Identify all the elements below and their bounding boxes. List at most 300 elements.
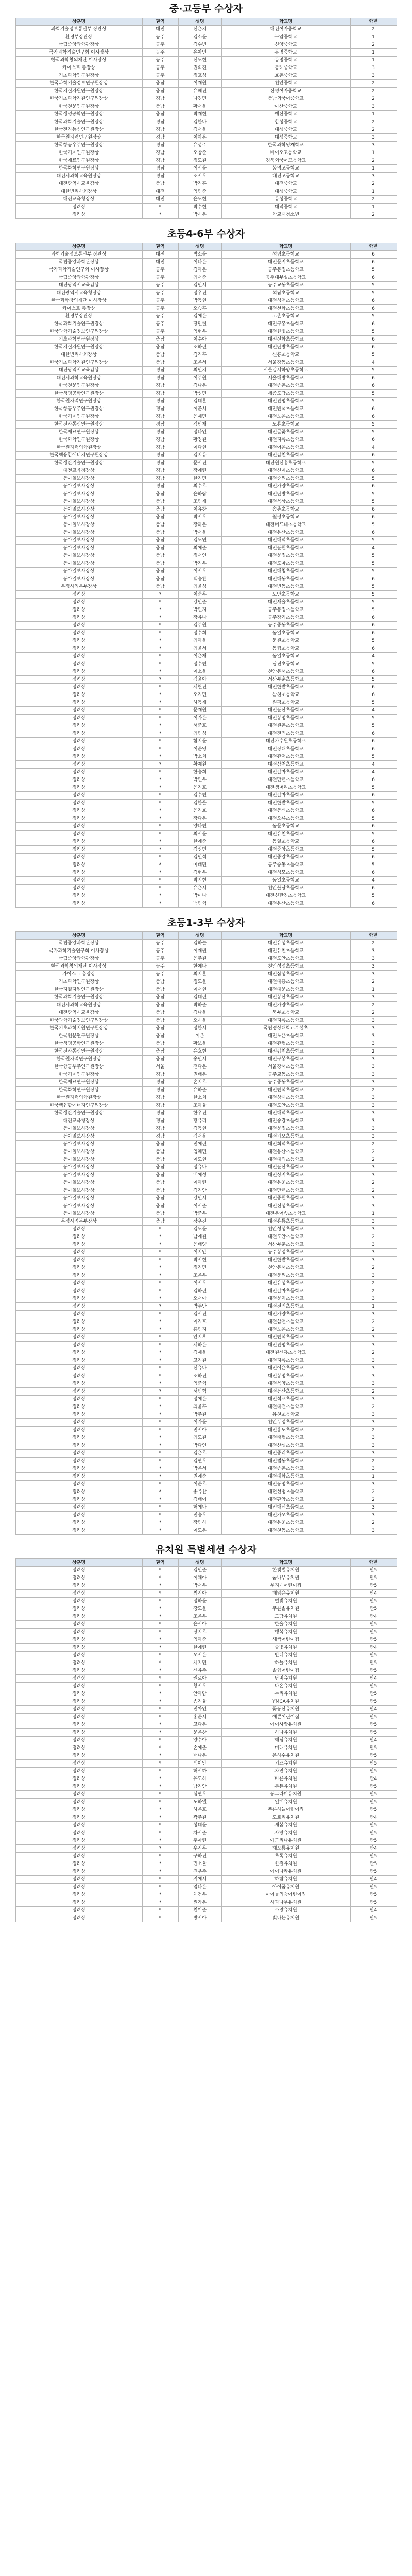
table-cell: 대전은어송초등학교 [221,1210,350,1218]
table-row [15,606,397,614]
table-cell: 정려상 [15,1598,142,1605]
table-cell: 이도현 [178,1156,221,1164]
table-cell: 대전회덕초등학교 [221,1141,350,1148]
table-row [15,475,397,483]
table-cell: 6 [350,529,397,537]
table-cell: 대전대동초등학교 [221,575,350,583]
table-cell: 대전문정초등학교 [221,552,350,560]
table-row [15,126,397,134]
table-cell: * [142,900,178,908]
table-cell: * [142,1721,178,1729]
table-cell: 대전교육청장상 [15,1117,142,1125]
table-cell: 이하린 [178,1179,221,1187]
table-cell: 양다빈 [178,823,221,831]
table-cell: * [142,1791,178,1799]
table-cell: 한국지질자원연구원장상 [15,986,142,994]
table-cell: 대전도마초등학교 [221,560,350,568]
table-cell: 정려상 [15,846,142,854]
table-cell: * [142,1427,178,1434]
table-row [15,1264,397,1272]
table-row [15,498,397,506]
table-cell: 봉명고등학교 [221,165,350,173]
table-cell: 공주 [142,72,178,80]
table-cell: 3 [350,1110,397,1117]
table-row [15,1891,397,1899]
table-cell: * [142,1241,178,1249]
table-row [15,1032,397,1040]
table-cell: 4 [350,761,397,769]
table-cell: 대전도안초등학교 [221,955,350,963]
table-cell: 대전글꽃초등학교 [221,429,350,436]
table-cell: 김수빈 [178,792,221,800]
table-cell: 장하은 [178,521,221,529]
table-cell: 정유나 [178,1164,221,1172]
section-spacer [0,1535,412,1541]
table-cell: 김지안 [178,1187,221,1195]
table-cell: * [142,815,178,823]
table-cell: 정려상 [15,1690,142,1698]
table-cell: 사과나무유치원 [221,1899,350,1907]
table-row [15,72,397,80]
table-cell: 충남 [142,1172,178,1179]
table-cell: 3 [350,1025,397,1032]
table-row [15,134,397,142]
table-cell: 6 [350,320,397,328]
table-row [15,885,397,892]
table-cell: 정려상 [15,1342,142,1349]
table-cell: 최서윤 [178,831,221,838]
table-cell: * [142,1303,178,1311]
table-row [15,614,397,622]
table-cell: 한우진 [178,1110,221,1117]
table-cell: 공주 [142,290,178,297]
table-row [15,537,397,545]
table-cell: YMCA유치원 [221,1698,350,1706]
table-cell: 2 [350,118,397,126]
table-cell: * [142,1349,178,1357]
table-cell: 대전교육청장상 [15,196,142,204]
table-cell: 전다온 [178,1063,221,1071]
table-cell: 행복유치원 [221,1629,350,1636]
table-cell: 최지아 [178,1590,221,1598]
table-cell: 2 [350,1519,397,1527]
table-row [15,653,397,660]
table-cell: 3 [350,1117,397,1125]
table-cell: 대전유성초등학교 [221,1280,350,1287]
table-row [15,1775,397,1783]
table-cell: 한국생명공학연구원장상 [15,111,142,118]
table-cell: 천안두정초등학교 [221,1419,350,1427]
awards-table [15,243,397,908]
table-cell: 대전탄방초등학교 [221,344,350,351]
table-cell: 대전신성초등학교 [221,1202,350,1210]
table-cell: 3 [350,72,397,80]
table-row [15,305,397,313]
table-cell: 박서윤 [178,529,221,537]
table-cell: 키즈유치원 [221,1760,350,1768]
table-cell: 6 [350,645,397,653]
table-row [15,1117,397,1125]
table-row [15,645,397,653]
table-row [15,861,397,869]
award-section [0,1541,412,1928]
table-cell: 박소윤 [178,251,221,259]
table-row [15,88,397,95]
table-cell: 대전삼천초등학교 [221,1318,350,1326]
table-cell: 대덕중학교 [221,204,350,211]
table-cell: 대전산성초등학교 [221,1442,350,1450]
table-cell: 정려상 [15,645,142,653]
table-cell: 이서현 [178,986,221,994]
table-cell: 한국항공우주연구원장상 [15,405,142,413]
table-cell: 최수호 [178,483,221,490]
table-cell: 1 [350,986,397,994]
table-cell: 서지민 [178,1659,221,1667]
table-cell: 정수희 [178,630,221,637]
table-cell: 정려상 [15,1488,142,1496]
table-cell: 정려상 [15,637,142,645]
table-cell: 공주교동초등학교 [221,1071,350,1079]
table-cell: 한국재료연구원장상 [15,157,142,165]
table-cell: 정려상 [15,668,142,676]
table-cell: 진우주 [178,1868,221,1876]
table-cell: 한국생산기술연구원장상 [15,1110,142,1117]
table-cell: 김도연 [178,537,221,545]
table-cell: 박성민 [178,390,221,398]
table-cell: 대전새울초등학교 [221,599,350,606]
table-row [15,1675,397,1683]
table-cell: 유하준 [178,1087,221,1094]
table-cell: 정려상 [15,715,142,722]
table-cell: 카이스트 총장상 [15,64,142,72]
table-row [15,730,397,738]
table-cell: 서산부춘초등학교 [221,676,350,684]
table-row [15,1272,397,1280]
table-cell: 백승찬 [178,575,221,583]
table-cell: 동아일보사장상 [15,552,142,560]
table-row [15,103,397,111]
table-cell: 오지민 [178,691,221,699]
table-cell: 우정사업본부장상 [15,1218,142,1226]
table-cell: 대전용운초등학교 [221,1519,350,1527]
table-cell: 한소희 [178,1094,221,1102]
table-cell: 6 [350,382,397,390]
table-cell: 경남 [142,1110,178,1117]
table-cell: 5 [350,266,397,274]
table-cell: 예그리나유치원 [221,1837,350,1845]
table-cell: 대전용산초등학교 [221,1148,350,1156]
table-cell: 정려상 [15,1899,142,1907]
table-row [15,1629,397,1636]
table-row [15,854,397,861]
table-cell: 서하은 [178,1342,221,1349]
table-cell: * [142,1272,178,1280]
table-cell: 정려상 [15,1837,142,1845]
table-row [15,95,397,103]
table-cell: 정려상 [15,1582,142,1590]
table-cell: 5 [350,637,397,645]
table-cell: 공주 [142,947,178,955]
table-cell: 김하은 [178,266,221,274]
table-cell: 대전송촌초등학교 [221,1465,350,1473]
table-row [15,467,397,475]
table-cell: 동림초등학교 [221,645,350,653]
table-row [15,452,397,460]
table-row [15,282,397,290]
table-row [15,753,397,761]
table-cell: 5 [350,660,397,668]
table-cell: 한국항공우주연구원장상 [15,1063,142,1071]
table-cell: 충남 [142,1156,178,1164]
table-cell: 정려상 [15,707,142,715]
table-row [15,204,397,211]
table-cell: 5 [350,490,397,498]
table-cell: 2 [350,1349,397,1357]
table-cell: 박시은 [178,211,221,219]
table-cell: 동아일보사장상 [15,1195,142,1202]
table-cell: 6 [350,900,397,908]
table-cell: * [142,1667,178,1675]
table-cell: * [142,1527,178,1535]
table-cell: 대전대덕초등학교 [221,537,350,545]
table-cell: 대전관평초등학교 [221,1040,350,1048]
table-cell: 대전유천초등학교 [221,947,350,955]
table-cell: 3 [350,1249,397,1257]
table-row [15,297,397,305]
column-header: 성명 [178,18,221,26]
table-cell: 정려상 [15,1721,142,1729]
section-spacer [0,219,412,225]
table-cell: 6 [350,668,397,676]
table-cell: 2 [350,1002,397,1009]
table-cell: 다온유치원 [221,1683,350,1690]
table-cell: 공주 [142,49,178,57]
table-cell: 김수빈 [178,41,221,49]
table-cell: 5 [350,699,397,707]
table-cell: 동아일보사장상 [15,1141,142,1148]
table-cell: * [142,1488,178,1496]
table-row [15,1056,397,1063]
table-cell: 5 [350,537,397,545]
table-row [15,1040,397,1048]
table-cell: 대전고등학교 [221,173,350,180]
table-cell: 만5 [350,1636,397,1644]
table-cell: 유호현 [178,1048,221,1056]
table-row [15,637,397,645]
table-row [15,1496,397,1504]
table-cell: 정려상 [15,1434,142,1442]
table-cell: 대전노은초등학교 [221,413,350,421]
table-cell: 정려상 [15,1458,142,1465]
table-row [15,1488,397,1496]
table-cell: 오시온 [178,1652,221,1659]
table-cell: 경남 [142,421,178,429]
table-cell: 3 [350,1481,397,1488]
table-cell: 3 [350,1465,397,1473]
table-cell: 1 [350,1473,397,1481]
table-cell: 이서윤 [178,165,221,173]
table-row [15,398,397,405]
table-cell: 6 [350,691,397,699]
table-row [15,599,397,606]
table-cell: 대전구봉초등학교 [221,1056,350,1063]
table-cell: 5 [350,892,397,900]
table-cell: 김민준 [178,1567,221,1574]
table-row [15,846,397,854]
table-cell: 세종도담초등학교 [221,390,350,398]
table-cell: 경북외국어고등학교 [221,157,350,165]
table-cell: * [142,1768,178,1775]
table-cell: 2 [350,1009,397,1017]
table-cell: 차서준 [178,1829,221,1837]
table-cell: * [142,1434,178,1442]
table-cell: 만5 [350,1752,397,1760]
table-cell: 유은서 [178,885,221,892]
table-cell: 남지안 [178,1783,221,1791]
table-cell: 대전신탄진초등학교 [221,892,350,900]
table-cell: 동아일보사장상 [15,475,142,483]
table-cell: * [142,1783,178,1791]
table-cell: 정려상 [15,877,142,885]
table-cell: * [142,745,178,753]
table-cell: 1 [350,188,397,196]
table-cell: 정려상 [15,1613,142,1621]
table-cell: 공주 [142,282,178,290]
column-header: 학교명 [221,243,350,251]
table-cell: 대전 [142,196,178,204]
column-header: 상훈명 [15,1559,142,1567]
table-cell: 동아일보사장상 [15,529,142,537]
table-cell: 만4 [350,1706,397,1714]
table-cell: 6 [350,738,397,745]
table-cell: 동아일보사장상 [15,1125,142,1133]
table-cell: 푸른하늘어린이집 [221,1806,350,1814]
table-row [15,1737,397,1744]
table-cell: 천안봉서초등학교 [221,1264,350,1272]
table-cell: 백이안 [178,1760,221,1768]
table-cell: 5 [350,290,397,297]
table-cell: 3 [350,1218,397,1226]
table-row [15,1714,397,1721]
table-row [15,823,397,831]
column-header: 학년 [350,18,397,26]
table-row [15,49,397,57]
table-cell: 대전대덕초등학교 [221,1110,350,1117]
table-cell: 김예은 [178,313,221,320]
table-cell: * [142,614,178,622]
table-row [15,1845,397,1853]
table-cell: 대전장대초등학교 [221,745,350,753]
table-cell: 대전성천초등학교 [221,297,350,305]
table-row [15,320,397,328]
table-row [15,1667,397,1675]
table-cell: 정려상 [15,614,142,622]
table-cell: 5 [350,815,397,823]
table-cell: 유혜진 [178,88,221,95]
table-cell: 이채아 [178,1574,221,1582]
table-cell: 한승희 [178,769,221,776]
table-cell: 대전어은초등학교 [221,1365,350,1372]
table-cell: 대전시과학교육원장상 [15,375,142,382]
table-cell: 정려상 [15,1473,142,1481]
table-cell: 충남 [142,1032,178,1040]
column-header: 학교명 [221,932,350,940]
table-cell: 해맑은유치원 [221,1590,350,1598]
table-cell: 정려상 [15,1799,142,1806]
table-cell: 푸른솔유치원 [221,1605,350,1613]
table-cell: 2 [350,1179,397,1187]
table-row [15,1434,397,1442]
table-row [15,1202,397,1210]
table-cell: 정려상 [15,1450,142,1458]
table-cell: 꿈나무유치원 [221,1574,350,1582]
table-cell: * [142,1450,178,1458]
table-cell: 공주 [142,266,178,274]
table-row [15,1659,397,1667]
table-cell: 공주 [142,41,178,49]
table-cell: 단비유치원 [221,1675,350,1683]
table-row [15,266,397,274]
table-cell: 정려상 [15,1280,142,1287]
table-cell: * [142,1226,178,1233]
table-cell: * [142,831,178,838]
table-cell: 1 [350,1210,397,1218]
table-row [15,1141,397,1148]
table-cell: 6 [350,776,397,784]
table-cell: 정려상 [15,738,142,745]
table-cell: 오시윤 [178,1017,221,1025]
table-cell: 정려상 [15,1496,142,1504]
table-cell: 대전중학교 [221,180,350,188]
table-cell: 대전삼성초등학교 [221,971,350,978]
table-cell: 충남 [142,506,178,514]
table-cell: 충남 [142,1017,178,1025]
table-cell: 2 [350,1156,397,1164]
table-cell: 정려상 [15,1706,142,1714]
table-cell: 만5 [350,1714,397,1721]
table-cell: 정려상 [15,800,142,807]
table-cell: 만5 [350,1582,397,1590]
table-cell: 윤하람 [178,490,221,498]
table-cell: 학교대청소년 [221,211,350,219]
table-cell: 정려상 [15,892,142,900]
table-row [15,80,397,88]
table-cell: 천안봉서초등학교 [221,668,350,676]
table-cell: * [142,1249,178,1257]
table-cell: 권예준 [178,1473,221,1481]
table-cell: 공주중동초등학교 [221,622,350,630]
table-cell: 한국과학기술연구원장상 [15,320,142,328]
table-cell: 정려상 [15,1845,142,1853]
table-cell: * [142,715,178,722]
table-cell: 성림초등학교 [221,251,350,259]
table-cell: 2 [350,1264,397,1272]
table-cell: 충남 [142,537,178,545]
table-cell: 2 [350,88,397,95]
table-cell: 정려상 [15,1567,142,1574]
table-row [15,877,397,885]
table-cell: 정도원 [178,157,221,165]
table-cell: * [142,1295,178,1303]
table-cell: 동아일보사장상 [15,1133,142,1141]
table-cell: 이준호 [178,1481,221,1488]
table-cell: 정려상 [15,1605,142,1613]
table-cell: 심연우 [178,1791,221,1799]
table-cell: 대전삼천초등학교 [221,761,350,769]
table-cell: 권태은 [178,1071,221,1079]
table-cell: 한국과학기술정보연구원장상 [15,1017,142,1025]
table-row [15,1156,397,1164]
